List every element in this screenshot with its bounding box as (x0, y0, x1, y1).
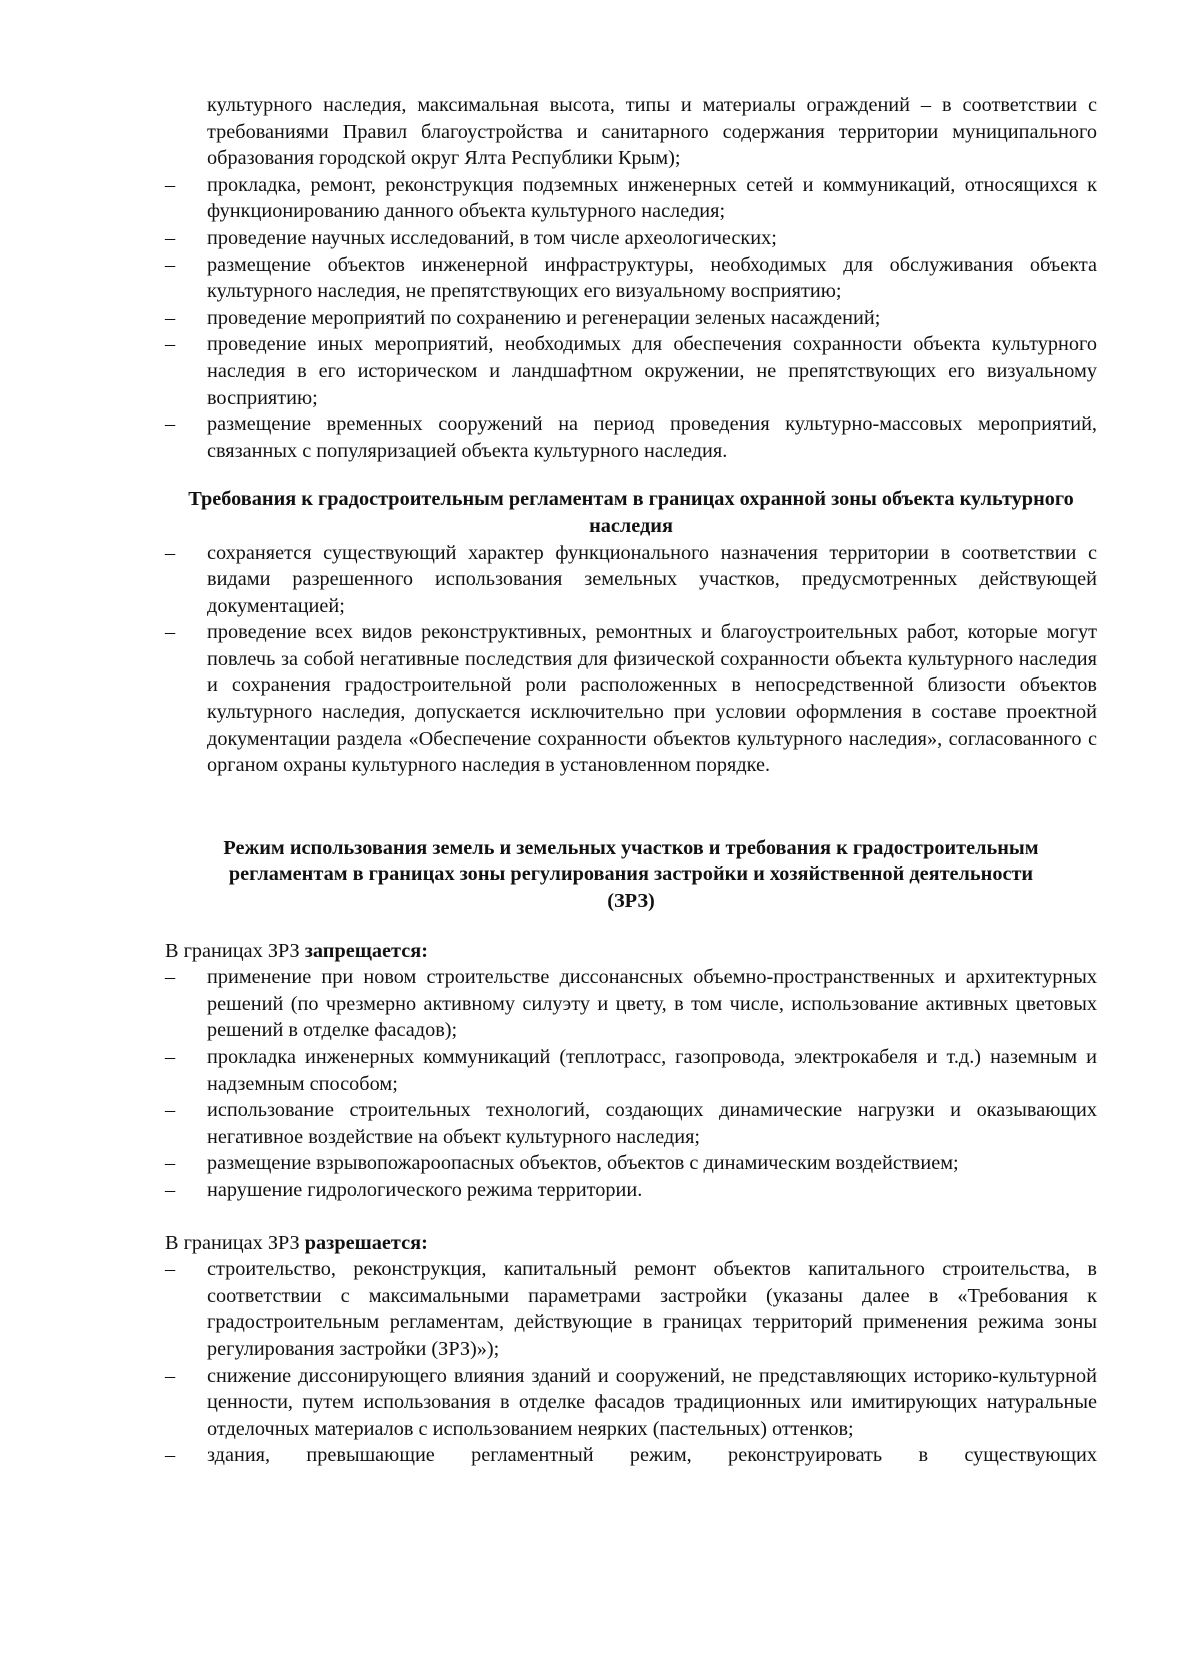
list-item: – проведение мероприятий по сохранению и регенерации зеленых насаждений; (165, 305, 1097, 332)
zrz-prohibited-intro (165, 938, 1097, 965)
intro-prefix: В границах ЗРЗ (165, 1231, 305, 1254)
list-item: – размещение временных сооружений на период проведения культурно-массовых мероприятий, связанных с популяризацией объекта культурного наследия. (165, 411, 1097, 464)
list-item: – прокладка, ремонт, реконструкция подземных инженерных сетей и коммуникаций, относящихся к функционированию данного объекта культурного наследия; (165, 172, 1097, 225)
list-item: – использование строительных технологий, создающих динамические нагрузки и оказывающих негативное воздействие на объект культурного наследия; (165, 1097, 1097, 1150)
list-item: – снижение диссонирующего влияния зданий и сооружений, не представляющих историко-культурной ценности, путем использования в отделке фасадов традиционных или имитирующих натуральные отделочных материалов с использованием неярких (пастельных) оттенков; (165, 1363, 1097, 1443)
list-item (165, 1442, 1097, 1469)
list-item: – размещение взрывопожароопасных объектов, объектов с динамическим воздействием; (165, 1150, 1097, 1177)
intro-prefix: В границах ЗРЗ (165, 939, 305, 962)
list-item: – прокладка инженерных коммуникаций (теплотрасс, газопровода, электрокабеля и т.д.) наземным и надземным способом; (165, 1044, 1097, 1097)
list-item: – размещение объектов инженерной инфраструктуры, необходимых для обслуживания объекта культурного наследия, не препятствующих его визуальному восприятию; (165, 252, 1097, 305)
list-item: – строительство, реконструкция, капитальный ремонт объектов капитального строительства, в соответствии с максимальными параметрами застройки (указаны далее в «Требования к градостроительным регламентам, действующие в границах территорий применения режима зоны регулирования застройки (ЗРЗ)»); (165, 1256, 1097, 1362)
list-item-text: – здания, превышающие регламентный режим, реконструировать в существующих (207, 1444, 1097, 1467)
intro-keyword: запрещается: (304, 939, 428, 962)
list-item: – проведение научных исследований, в том числе археологических; (165, 225, 1097, 252)
list-item: – сохраняется существующий характер функционального назначения территории в соответствии с видами разрешенного использования земельных участков, предусмотренных действующей документацией; (165, 540, 1097, 620)
permitted-works-list (165, 172, 1097, 465)
protected-zone-heading: Требования к градостроительным регламентам в границах охранной зоны объекта культурного наследия (188, 488, 1074, 537)
zrz-prohibited-list (165, 964, 1097, 1203)
zrz-allowed-intro (165, 1230, 1097, 1257)
list-item: – проведение иных мероприятий, необходимых для обеспечения сохранности объекта культурного наследия в его историческом и ландшафтном окружении, не препятствующих его визуальному восприятию; (165, 331, 1097, 411)
intro-keyword: разрешается: (304, 1231, 428, 1254)
zrz-allowed-list (165, 1256, 1097, 1469)
list-item: – нарушение гидрологического режима территории. (165, 1177, 1097, 1204)
zrz-heading: Режим использования земель и земельных участков и требования к градостроительным регламентам в границах зоны регулирования застройки и хозяйственной деятельности (ЗРЗ) (223, 836, 1039, 913)
protected-zone-list (165, 540, 1097, 779)
continuation-text: культурного наследия, максимальная высота, типы и материалы ограждений – в соответствии с требованиями Правил благоустройства и санитарного содержания территории муниципального образования городской округ Ялта Республики Крым); (207, 94, 1097, 170)
list-item: – применение при новом строительстве диссонансных объемно-пространственных и архитектурных решений (по чрезмерно активному силуэту и цвету, в том числе, использование активных цветовых решений в отделке фасадов); (165, 964, 1097, 1044)
list-item: – проведение всех видов реконструктивных, ремонтных и благоустроительных работ, которые могут повлечь за собой негативные последствия для физической сохранности объекта культурного наследия и сохранения градостроительной роли расположенных в непосредственной близости объектов культурного наследия, допускается исключительно при условии оформления в составе проектной документации раздела «Обеспечение сохранности объектов культурного наследия», согласованного с органом охраны культурного наследия в установленном порядке. (165, 619, 1097, 779)
